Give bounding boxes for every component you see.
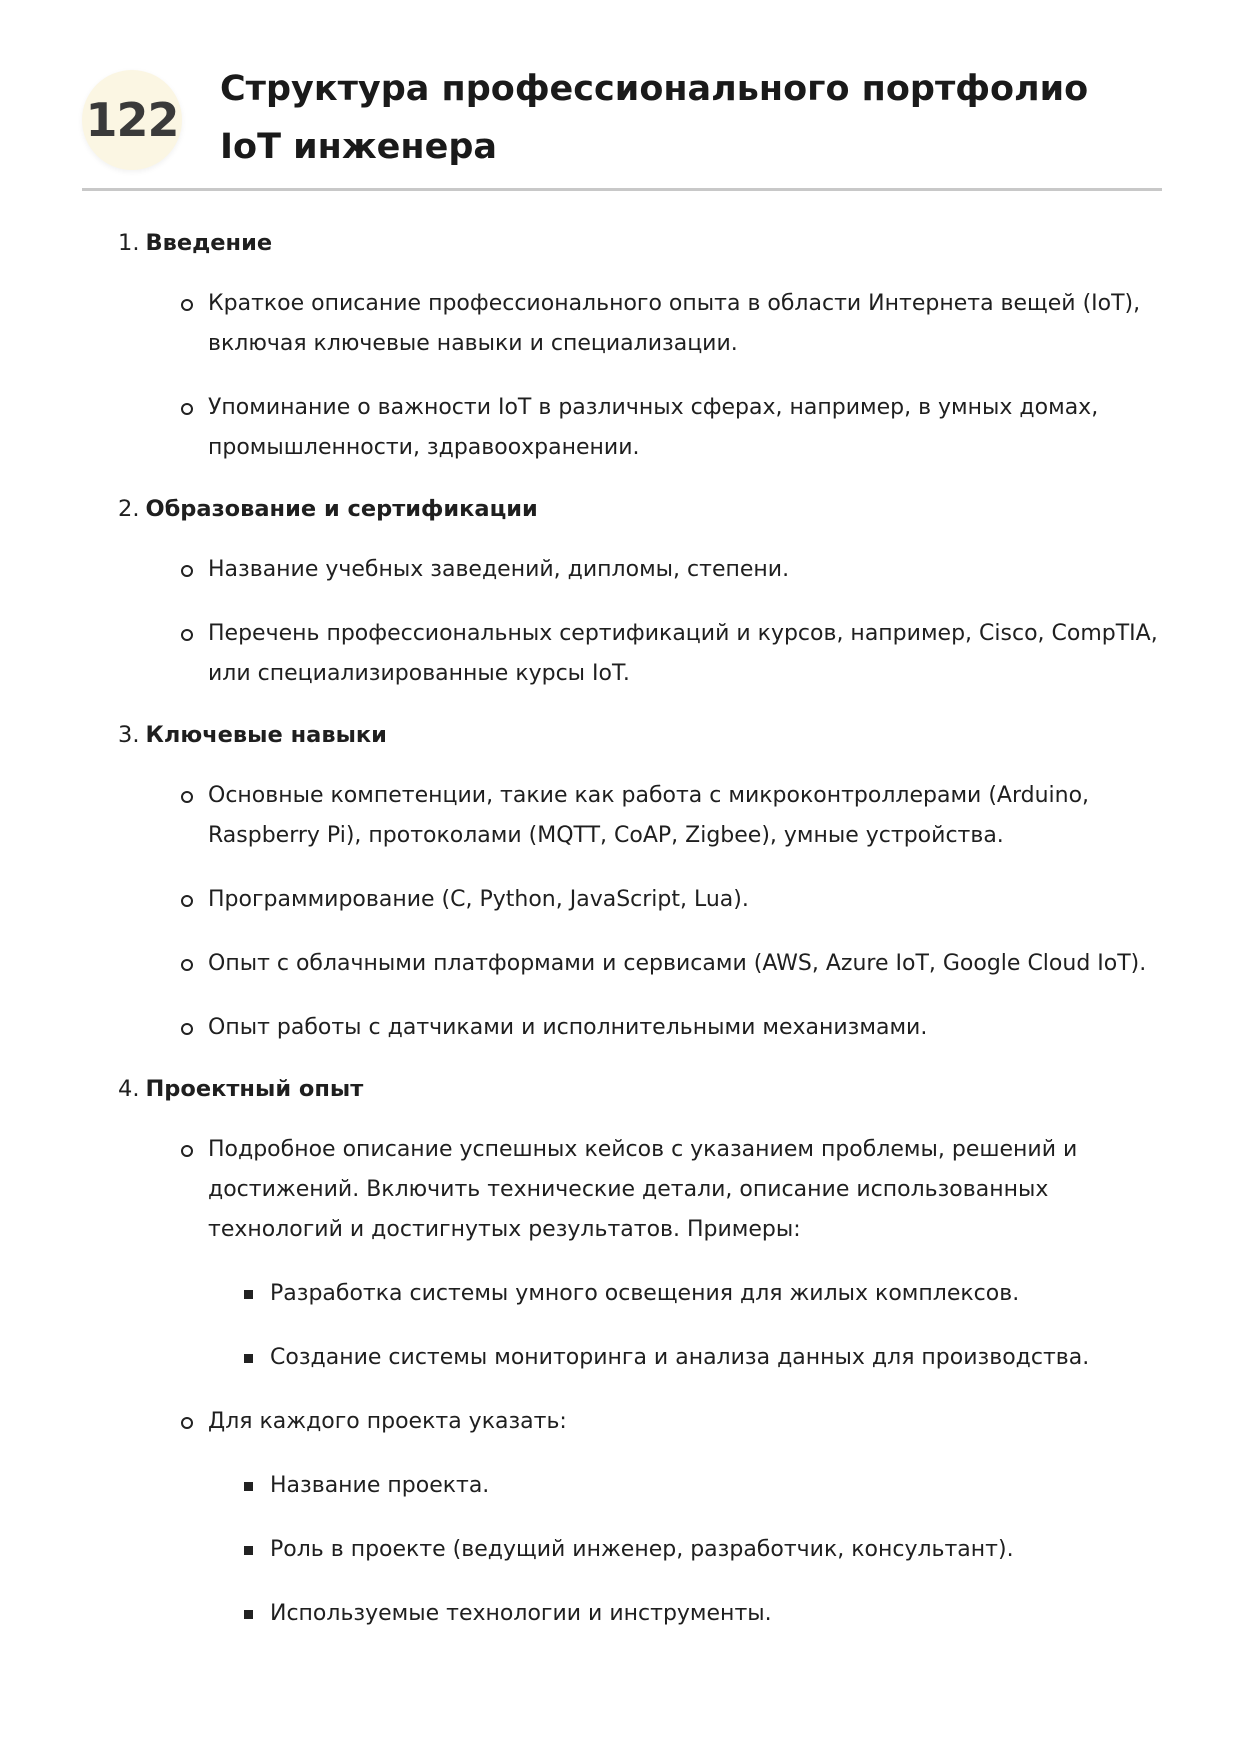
- list-item-text: Подробное описание успешных кейсов с указанием проблемы, решений и достижений. Включить технические детали, описание использованных технологий и достигнутых результатов. Примеры:: [208, 1137, 1078, 1242]
- circle-bullet-icon: [181, 791, 193, 803]
- section-title: Введение: [145, 230, 273, 256]
- list-item-text: Упоминание о важности IoT в различных сферах, например, в умных домах, промышленности, здравоохранении.: [208, 395, 1099, 460]
- circle-bullet-icon: [181, 1023, 193, 1035]
- square-bullet-icon: [244, 1290, 253, 1299]
- square-bullet-icon: [244, 1546, 253, 1555]
- list-item: [118, 1008, 1158, 1048]
- circle-bullet-icon: [181, 629, 193, 641]
- list-item: [118, 1402, 1158, 1442]
- circle-bullet-icon: [181, 299, 193, 311]
- sub-list-item-text: Название проекта.: [270, 1473, 490, 1498]
- sub-list-item: [118, 1530, 1158, 1570]
- list-item-text: Перечень профессиональных сертификаций и курсов, например, Cisco, CompTIA, или специализированные курсы IoT.: [208, 621, 1158, 686]
- section-title: Ключевые навыки: [145, 722, 387, 748]
- section-heading: [118, 1072, 1158, 1106]
- section-heading: [118, 492, 1158, 526]
- sub-list-item: [118, 1338, 1158, 1378]
- section-number: 1.: [118, 230, 140, 256]
- list-item-text: Программирование (C, Python, JavaScript, Lua).: [208, 887, 749, 912]
- list-item-text: Для каждого проекта указать:: [208, 1409, 567, 1434]
- list-item: [118, 614, 1158, 694]
- sub-list-item-text: Разработка системы умного освещения для жилых комплексов.: [270, 1281, 1020, 1306]
- section-heading: [118, 226, 1158, 260]
- section-number: 3.: [118, 722, 140, 748]
- list-item: [118, 1130, 1158, 1250]
- section-key-skills: [118, 718, 1158, 1048]
- section-introduction: [118, 226, 1158, 468]
- circle-bullet-icon: [181, 1145, 193, 1157]
- section-title: Проектный опыт: [145, 1076, 364, 1102]
- section-project-experience: [118, 1072, 1158, 1634]
- sub-list-item: [118, 1594, 1158, 1634]
- section-title: Образование и сертификации: [145, 496, 538, 522]
- list-item: [118, 944, 1158, 984]
- page-title: Структура профессионального портфолио IoT инженера: [220, 69, 1089, 167]
- circle-bullet-icon: [181, 959, 193, 971]
- sub-list-item-text: Используемые технологии и инструменты.: [270, 1601, 772, 1626]
- list-item-text: Опыт с облачными платформами и сервисами (AWS, Azure IoT, Google Cloud IoT).: [208, 951, 1147, 976]
- list-item: [118, 284, 1158, 364]
- list-item: [118, 776, 1158, 856]
- section-education: [118, 492, 1158, 694]
- list-item-text: Название учебных заведений, дипломы, степени.: [208, 557, 790, 582]
- circle-bullet-icon: [181, 1417, 193, 1429]
- square-bullet-icon: [244, 1610, 253, 1619]
- square-bullet-icon: [244, 1354, 253, 1363]
- list-item-text: Краткое описание профессионального опыта в области Интернета вещей (IoT), включая ключевые навыки и специализации.: [208, 291, 1141, 356]
- list-item: [118, 388, 1158, 468]
- section-number: 4.: [118, 1076, 140, 1102]
- list-item-text: Опыт работы с датчиками и исполнительными механизмами.: [208, 1015, 928, 1040]
- sub-list-item-text: Создание системы мониторинга и анализа данных для производства.: [270, 1345, 1090, 1370]
- list-item: [118, 880, 1158, 920]
- page-number-badge: 122: [82, 70, 182, 170]
- page-header: [82, 58, 1162, 191]
- circle-bullet-icon: [181, 403, 193, 415]
- circle-bullet-icon: [181, 565, 193, 577]
- section-heading: [118, 718, 1158, 752]
- list-item: [118, 550, 1158, 590]
- section-number: 2.: [118, 496, 140, 522]
- sub-list-item: [118, 1466, 1158, 1506]
- sub-list-item: [118, 1274, 1158, 1314]
- list-item-text: Основные компетенции, такие как работа с микроконтроллерами (Arduino, Raspberry Pi), протоколами (MQTT, CoAP, Zigbee), умные устройства.: [208, 783, 1090, 848]
- document-body: [118, 226, 1158, 1658]
- circle-bullet-icon: [181, 895, 193, 907]
- sub-list-item-text: Роль в проекте (ведущий инженер, разработчик, консультант).: [270, 1537, 1014, 1562]
- square-bullet-icon: [244, 1482, 253, 1491]
